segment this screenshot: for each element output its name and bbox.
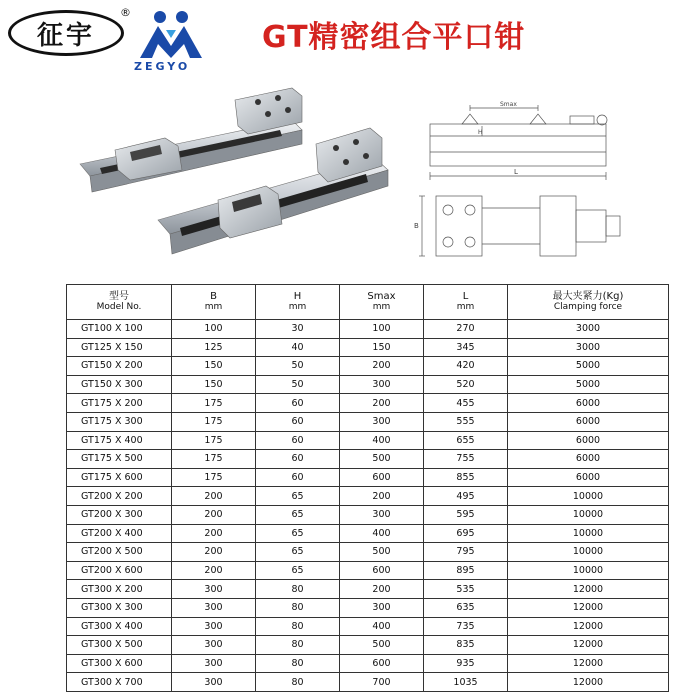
cell-h: 60 (256, 412, 340, 431)
cell-clamping-force: 3000 (508, 338, 669, 357)
cell-l: 535 (424, 580, 508, 599)
cell-b: 300 (172, 580, 256, 599)
cell-l: 555 (424, 412, 508, 431)
cell-smax: 600 (340, 561, 424, 580)
cell-smax: 400 (340, 524, 424, 543)
cell-model: GT300 X 400 (67, 617, 172, 636)
cell-smax: 200 (340, 580, 424, 599)
cell-l: 695 (424, 524, 508, 543)
table-row (67, 320, 669, 339)
cell-clamping-force: 10000 (508, 543, 669, 562)
cell-model: GT175 X 600 (67, 468, 172, 487)
cell-clamping-force: 12000 (508, 673, 669, 692)
cell-smax: 100 (340, 320, 424, 339)
cell-clamping-force: 6000 (508, 468, 669, 487)
cell-model: GT125 X 150 (67, 338, 172, 357)
table-row (67, 412, 669, 431)
cell-l: 520 (424, 375, 508, 394)
cell-l: 735 (424, 617, 508, 636)
brand-name: ZEGYO (134, 60, 191, 73)
vise-technical-drawing (412, 96, 634, 266)
page-title: GT精密组合平口钳 (262, 20, 526, 55)
cell-smax: 300 (340, 505, 424, 524)
table-row (67, 338, 669, 357)
cell-clamping-force: 6000 (508, 394, 669, 413)
cell-smax: 400 (340, 617, 424, 636)
cell-smax: 500 (340, 636, 424, 655)
cell-model: GT200 X 400 (67, 524, 172, 543)
cell-l: 795 (424, 543, 508, 562)
cell-clamping-force: 12000 (508, 598, 669, 617)
cell-clamping-force: 12000 (508, 636, 669, 655)
col-header-h: H mm (256, 285, 340, 320)
table-row (67, 357, 669, 376)
cell-model: GT175 X 300 (67, 412, 172, 431)
cell-b: 300 (172, 654, 256, 673)
cell-clamping-force: 6000 (508, 450, 669, 469)
cell-model: GT300 X 700 (67, 673, 172, 692)
cell-h: 80 (256, 617, 340, 636)
cell-b: 175 (172, 394, 256, 413)
cell-h: 60 (256, 468, 340, 487)
dim-smax-label: Smax (500, 101, 517, 108)
cell-l: 655 (424, 431, 508, 450)
cell-h: 80 (256, 673, 340, 692)
cell-b: 200 (172, 487, 256, 506)
dim-h-label: H (478, 129, 483, 136)
dim-l-label: L (514, 168, 518, 176)
cell-smax: 200 (340, 357, 424, 376)
table-row (67, 617, 669, 636)
cell-clamping-force: 12000 (508, 654, 669, 673)
cell-b: 150 (172, 375, 256, 394)
cell-b: 300 (172, 636, 256, 655)
col-header-smax: Smax mm (340, 285, 424, 320)
cell-b: 200 (172, 543, 256, 562)
table-row (67, 654, 669, 673)
cell-b: 300 (172, 598, 256, 617)
cell-h: 80 (256, 580, 340, 599)
table-row (67, 580, 669, 599)
cell-model: GT175 X 200 (67, 394, 172, 413)
cell-b: 200 (172, 505, 256, 524)
cell-smax: 300 (340, 375, 424, 394)
cell-clamping-force: 10000 (508, 487, 669, 506)
cell-clamping-force: 6000 (508, 431, 669, 450)
cell-b: 300 (172, 673, 256, 692)
cell-model: GT200 X 300 (67, 505, 172, 524)
cell-model: GT300 X 600 (67, 654, 172, 673)
cell-model: GT100 X 100 (67, 320, 172, 339)
cell-clamping-force: 12000 (508, 580, 669, 599)
cell-clamping-force: 3000 (508, 320, 669, 339)
cell-b: 300 (172, 617, 256, 636)
company-logo (8, 10, 124, 56)
cell-l: 495 (424, 487, 508, 506)
brand-mark-icon (138, 10, 204, 60)
table-row (67, 636, 669, 655)
cell-clamping-force: 12000 (508, 617, 669, 636)
cell-h: 60 (256, 450, 340, 469)
cell-h: 50 (256, 357, 340, 376)
cell-smax: 600 (340, 468, 424, 487)
table-row (67, 468, 669, 487)
cell-l: 420 (424, 357, 508, 376)
table-row (67, 375, 669, 394)
table-row (67, 524, 669, 543)
spec-table-body (67, 320, 669, 692)
cell-model: GT150 X 200 (67, 357, 172, 376)
cell-h: 60 (256, 431, 340, 450)
dim-b-label: B (414, 222, 419, 230)
vise-product-photo (70, 82, 415, 277)
cell-model: GT300 X 300 (67, 598, 172, 617)
cell-clamping-force: 10000 (508, 561, 669, 580)
cell-model: GT300 X 200 (67, 580, 172, 599)
table-header-row (67, 285, 669, 320)
col-header-l: L mm (424, 285, 508, 320)
col-header-model: 型号 Model No. (67, 285, 172, 320)
cell-h: 60 (256, 394, 340, 413)
cell-b: 175 (172, 468, 256, 487)
table-row (67, 598, 669, 617)
cell-clamping-force: 5000 (508, 375, 669, 394)
cell-l: 935 (424, 654, 508, 673)
cell-clamping-force: 10000 (508, 524, 669, 543)
cell-smax: 600 (340, 654, 424, 673)
cell-b: 200 (172, 524, 256, 543)
cell-l: 455 (424, 394, 508, 413)
cell-h: 40 (256, 338, 340, 357)
cell-h: 80 (256, 636, 340, 655)
table-row (67, 431, 669, 450)
cell-model: GT150 X 300 (67, 375, 172, 394)
cell-h: 50 (256, 375, 340, 394)
cell-l: 595 (424, 505, 508, 524)
cell-h: 65 (256, 543, 340, 562)
table-row (67, 394, 669, 413)
back-vise (80, 88, 302, 192)
spec-table (66, 284, 669, 692)
cell-b: 175 (172, 412, 256, 431)
cell-smax: 200 (340, 487, 424, 506)
cell-h: 65 (256, 524, 340, 543)
col-header-clamping-force: 最大夹紧力(Kg) Clamping force (508, 285, 669, 320)
table-row (67, 450, 669, 469)
table-row (67, 673, 669, 692)
cell-l: 755 (424, 450, 508, 469)
cell-model: GT200 X 600 (67, 561, 172, 580)
cell-model: GT175 X 500 (67, 450, 172, 469)
cell-h: 30 (256, 320, 340, 339)
col-header-b: B mm (172, 285, 256, 320)
cell-l: 1035 (424, 673, 508, 692)
cell-smax: 150 (340, 338, 424, 357)
cell-smax: 200 (340, 394, 424, 413)
cell-b: 125 (172, 338, 256, 357)
cell-smax: 400 (340, 431, 424, 450)
cell-h: 65 (256, 561, 340, 580)
cell-l: 345 (424, 338, 508, 357)
cell-b: 100 (172, 320, 256, 339)
cell-smax: 500 (340, 450, 424, 469)
cell-smax: 300 (340, 412, 424, 431)
cell-l: 855 (424, 468, 508, 487)
cell-l: 270 (424, 320, 508, 339)
cell-b: 200 (172, 561, 256, 580)
logo-text: 征宇 (36, 20, 95, 51)
cell-b: 175 (172, 431, 256, 450)
registered-mark: ® (120, 6, 131, 19)
cell-l: 895 (424, 561, 508, 580)
cell-model: GT175 X 400 (67, 431, 172, 450)
cell-h: 65 (256, 505, 340, 524)
cell-clamping-force: 10000 (508, 505, 669, 524)
cell-b: 150 (172, 357, 256, 376)
table-row (67, 543, 669, 562)
cell-model: GT200 X 500 (67, 543, 172, 562)
cell-smax: 500 (340, 543, 424, 562)
cell-h: 80 (256, 654, 340, 673)
cell-h: 80 (256, 598, 340, 617)
cell-smax: 300 (340, 598, 424, 617)
cell-clamping-force: 6000 (508, 412, 669, 431)
table-row (67, 505, 669, 524)
cell-smax: 700 (340, 673, 424, 692)
cell-h: 65 (256, 487, 340, 506)
cell-l: 835 (424, 636, 508, 655)
cell-l: 635 (424, 598, 508, 617)
cell-model: GT200 X 200 (67, 487, 172, 506)
table-row (67, 487, 669, 506)
cell-clamping-force: 5000 (508, 357, 669, 376)
cell-b: 175 (172, 450, 256, 469)
table-row (67, 561, 669, 580)
cell-model: GT300 X 500 (67, 636, 172, 655)
